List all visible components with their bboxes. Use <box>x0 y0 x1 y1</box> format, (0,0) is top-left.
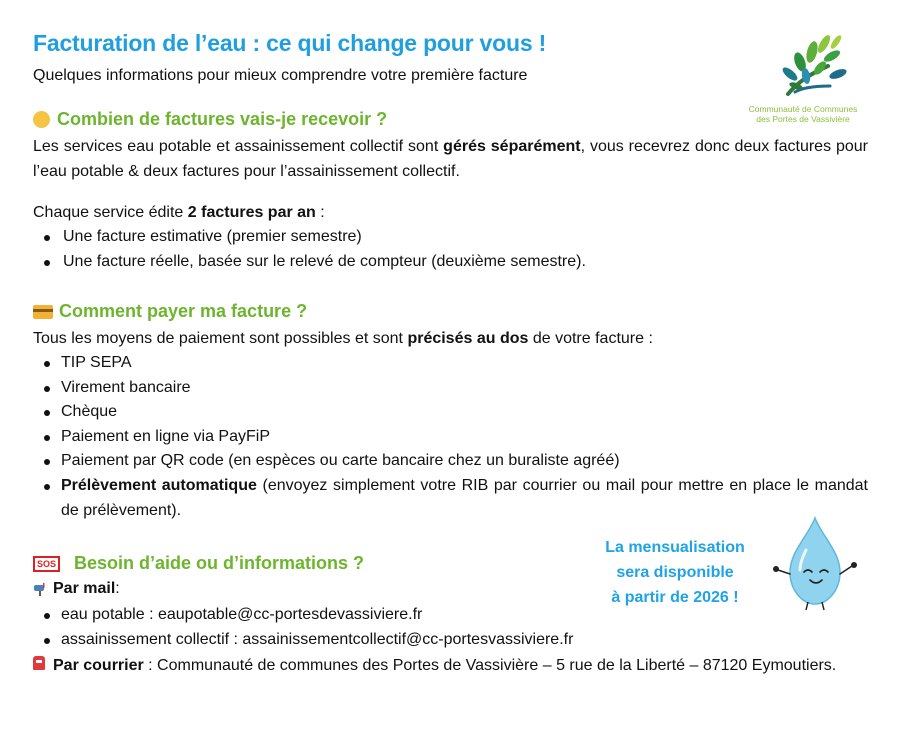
logo-line-1: Communauté de Communes <box>748 104 858 114</box>
section-heading-aide <box>33 553 364 574</box>
text-span: : Communauté de communes des Portes de Vassivière – 5 rue de la Liberté – 87120 Eymoutiers. <box>143 657 837 674</box>
list-item: Une facture réelle, basée sur le relevé de compteur (deuxième semestre). <box>33 250 586 275</box>
list-item: Une facture estimative (premier semestre) <box>33 225 586 250</box>
text-span: : <box>115 580 120 597</box>
paragraph-nombre-factures <box>33 200 325 225</box>
paragraph-gestion <box>33 134 868 184</box>
bold-text: Prélèvement automatique <box>61 476 257 494</box>
bold-text: précisés au dos <box>407 330 529 347</box>
logo-leaves <box>781 33 848 91</box>
text-span: Chaque service édite <box>33 204 188 221</box>
paragraph-moyens <box>33 326 653 351</box>
text-span: : <box>315 204 325 221</box>
mail-label: Par mail <box>53 580 116 597</box>
logo-line-2: des Portes de Vassivière <box>756 114 850 124</box>
mensualisation-line-2: sera disponible <box>616 564 734 581</box>
thinking-face-icon <box>33 111 50 128</box>
logo-caption <box>728 104 878 124</box>
section-heading-text: Besoin d’aide ou d’informations ? <box>74 553 365 573</box>
page-title: Facturation de l’eau : ce qui change pour vous ! <box>33 30 547 56</box>
bold-text: gérés séparément <box>443 138 581 155</box>
text-span: Tous les moyens de paiement sont possibles et sont <box>33 330 408 347</box>
text-span: , vous recevrez donc deux factures pour l’eau potable & deux factures pour l’assainissement collectif. <box>33 138 869 180</box>
bold-text: 2 factures par an <box>187 204 316 221</box>
credit-card-icon <box>33 305 53 319</box>
text-span: (envoyez simplement votre RIB par courrier ou mail pour mettre en place le mandat de prélèvement). <box>61 476 868 519</box>
mensualisation-line-1: La mensualisation <box>605 539 745 556</box>
section-heading-text: Combien de factures vais-je recevoir ? <box>57 109 388 129</box>
mensualisation-line-3: à partir de 2026 ! <box>611 589 739 606</box>
list-item: eau potable : eaupotable@cc-portesdevassiviere.fr <box>33 603 573 628</box>
list-item <box>33 474 868 523</box>
section-heading-factures <box>33 109 387 130</box>
list-item: Chèque <box>33 400 868 425</box>
list-item: Virement bancaire <box>33 376 868 401</box>
bold-text: Par courrier <box>53 657 144 674</box>
list-item: TIP SEPA <box>33 351 868 376</box>
section-heading-paiement <box>33 301 307 322</box>
sos-icon: SOS <box>33 556 60 572</box>
paiement-list <box>33 351 868 523</box>
mail-label-row <box>33 580 120 598</box>
factures-list <box>33 225 586 274</box>
list-item: Paiement par QR code (en espèces ou carte bancaire chez un buraliste agréé) <box>33 449 868 474</box>
list-item: assainissement collectif : assainissementcollectif@cc-portesvassiviere.fr <box>33 628 573 653</box>
list-item: Paiement en ligne via PayFiP <box>33 425 868 450</box>
postbox-icon <box>33 656 45 670</box>
mensualisation-note <box>560 535 790 610</box>
mail-list <box>33 603 573 652</box>
text-span: de votre facture : <box>528 330 653 347</box>
paragraph-courrier <box>33 653 868 678</box>
section-heading-text: Comment payer ma facture ? <box>59 301 308 321</box>
mailbox-icon <box>33 582 47 596</box>
water-drop-mascot-icon <box>768 512 863 612</box>
page-subtitle: Quelques informations pour mieux comprendre votre première facture <box>33 67 528 84</box>
text-span: Les services eau potable et assainissement collectif sont <box>33 138 444 155</box>
